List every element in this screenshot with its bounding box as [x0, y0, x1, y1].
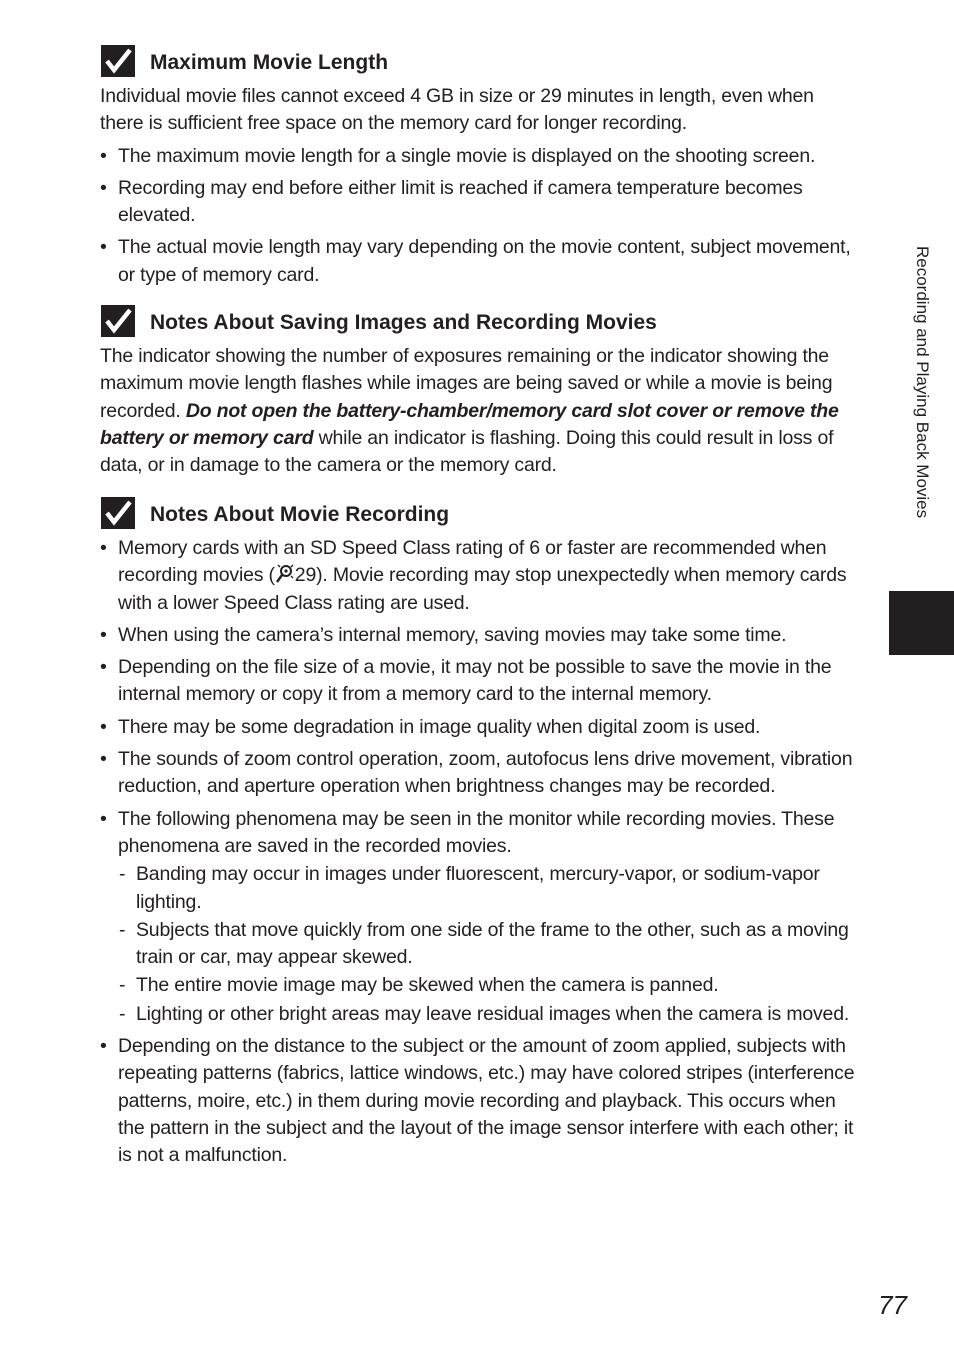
reference-icon: [275, 564, 295, 584]
page-reference: 29: [294, 564, 317, 587]
section-intro: Individual movie files cannot exceed 4 GB in size or 29 minutes in length, even when there is sufficient free space on the memory card for longer recording.: [100, 85, 814, 135]
body-text: while an indicator is flashing. Doing this could result in loss of data, or in damage to the camera or the memory card.: [100, 426, 834, 477]
list-item: • Depending on the distance to the subject or the amount of zoom applied, subjects with repeating patterns (fabrics, lattice windows, etc.) may have colored stripes (interference patterns, moire, etc.) in them during movie recording and playback. This occurs when the pattern in the subject and the layout of the image sensor interfere with each other; it is not a malfunction.: [100, 1033, 860, 1169]
list-item: • There may be some degradation in image quality when digital zoom is used.: [100, 714, 860, 741]
sub-list: [118, 861, 860, 1028]
list-item: • When using the camera’s internal memory, saving movies may take some time.: [100, 622, 860, 649]
bullet-list: [100, 143, 860, 289]
note-check-icon: [101, 305, 135, 337]
list-item: • Depending on the file size of a movie, it may not be possible to save the movie in the internal memory or copy it from a memory card to the internal memory.: [100, 654, 860, 709]
page-number: 77: [878, 1290, 907, 1320]
section-movie-recording: [100, 496, 860, 1170]
list-item: • The actual movie length may vary depending on the movie content, subject movement, or type of memory card.: [100, 234, 860, 289]
list-item-text: The following phenomena may be seen in the monitor while recording movies. These phenomena are saved in the recorded movies.: [118, 807, 835, 857]
page-content: [100, 44, 860, 1170]
sub-list-item: - Lighting or other bright areas may leave residual images when the camera is moved.: [118, 1001, 860, 1028]
sub-list-item: - Banding may occur in images under fluorescent, mercury-vapor, or sodium-vapor lighting.: [118, 861, 860, 916]
list-item: • The maximum movie length for a single movie is displayed on the shooting screen.: [100, 143, 860, 170]
list-item-text: ). Movie recording may stop unexpectedly when memory cards with a lower Speed Class rating are used.: [118, 564, 847, 614]
warning-text: Do not open the battery-chamber/memory card slot cover or remove the battery or memory card: [100, 399, 839, 449]
chapter-tab-marker: [889, 591, 954, 655]
list-item: [100, 806, 860, 1028]
list-item: • The sounds of zoom control operation, zoom, autofocus lens drive movement, vibration reduction, and aperture operation when brightness changes may be recorded.: [100, 746, 860, 801]
section-title: Maximum Movie Length: [150, 51, 389, 74]
note-check-icon: [101, 497, 135, 529]
list-item: • Recording may end before either limit is reached if camera temperature becomes elevated.: [100, 175, 860, 230]
body-text: The indicator showing the number of exposures remaining or the indicator showing the maximum movie length flashes while images are being saved or while a movie is being recorded.: [100, 345, 833, 422]
list-item: [100, 535, 860, 617]
note-check-icon: [101, 45, 135, 77]
section-title: Notes About Saving Images and Recording Movies: [150, 311, 657, 334]
sub-list-item: - The entire movie image may be skewed when the camera is panned.: [118, 972, 860, 999]
section-heading: [100, 44, 860, 78]
section-saving-notes: [100, 304, 860, 496]
sub-list-item: - Subjects that move quickly from one side of the frame to the other, such as a moving train or car, may appear skewed.: [118, 917, 860, 972]
chapter-side-label: Recording and Playing Back Movies: [913, 246, 932, 519]
bullet-list: [100, 535, 860, 1170]
section-maximum-movie-length: [100, 44, 860, 290]
section-body: [100, 343, 860, 479]
section-heading: [100, 496, 860, 530]
section-title: Notes About Movie Recording: [150, 503, 450, 526]
list-item-text: Memory cards with an SD Speed Class rating of 6 or faster are recommended when recording movies (: [118, 537, 827, 587]
section-heading: [100, 304, 860, 338]
